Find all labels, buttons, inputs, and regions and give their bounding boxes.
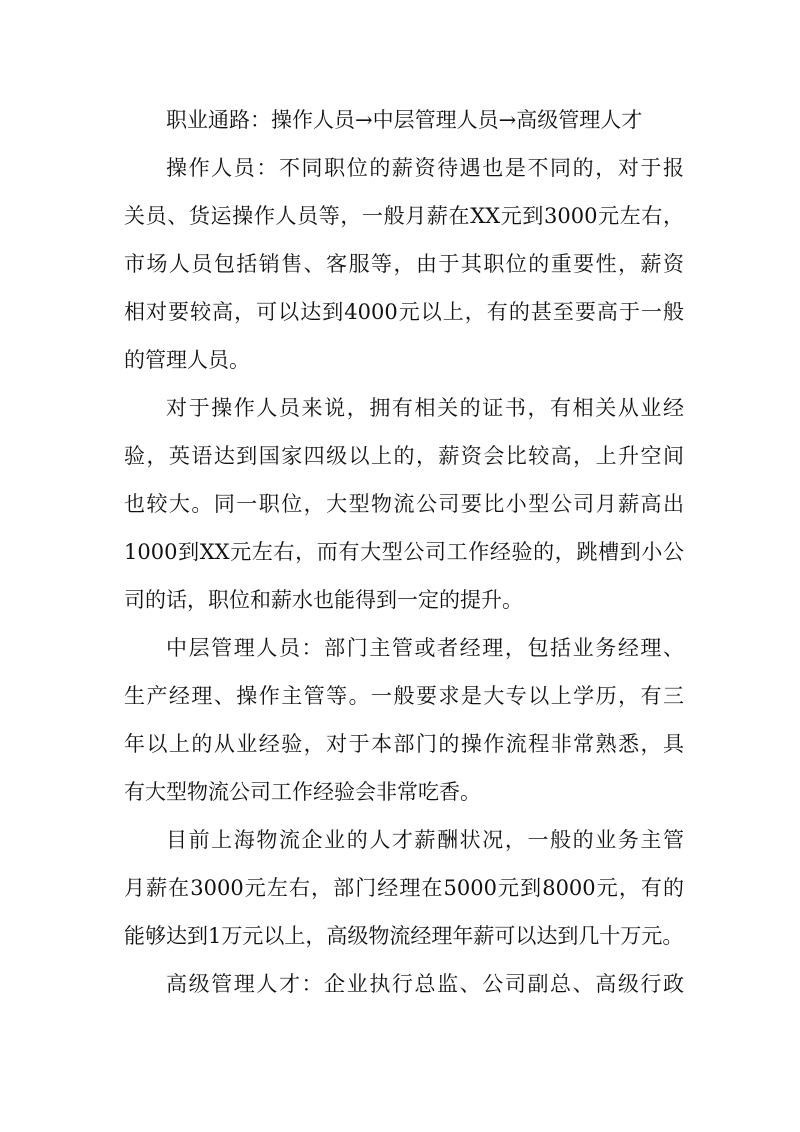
document-body	[124, 96, 684, 1008]
text-line: 验，英语达到国家四级以上的，薪资会比较高，上升空间	[124, 444, 684, 468]
text-line: 目前上海物流企业的人才薪酬状况，一般的业务主管	[166, 828, 684, 852]
text-line: 也较大。同一职位，大型物流公司要比小型公司月薪高出	[124, 492, 684, 516]
text-line: 职业通路：操作人员→中层管理人员→高级管理人才	[166, 108, 643, 132]
text-line: 关员、货运操作人员等，一般月薪在XX元到3000元左右，	[124, 204, 684, 228]
text-line: 高级管理人才：企业执行总监、公司副总、高级行政	[166, 972, 684, 996]
text-line: 相对要较高，可以达到4000元以上，有的甚至要高于一般	[124, 300, 684, 324]
text-line: 操作人员：不同职位的薪资待遇也是不同的，对于报	[166, 156, 684, 180]
text-line: 生产经理、操作主管等。一般要求是大专以上学历，有三	[124, 684, 684, 708]
text-line: 司的话，职位和薪水也能得到一定的提升。	[124, 588, 523, 612]
text-line: 1000到XX元左右，而有大型公司工作经验的，跳槽到小公	[124, 540, 684, 564]
paragraph-shanghai-salaries	[124, 816, 684, 960]
paragraph-operators	[124, 144, 684, 384]
paragraph-middle-management	[124, 624, 684, 816]
text-line: 年以上的从业经验，对于本部门的操作流程非常熟悉，具	[124, 732, 684, 756]
text-line: 月薪在3000元左右，部门经理在5000元到8000元，有的	[124, 876, 684, 900]
text-line: 的管理人员。	[124, 348, 250, 372]
paragraph-career-path	[124, 96, 684, 144]
text-line: 能够达到1万元以上，高级物流经理年薪可以达到几十万元。	[124, 924, 684, 948]
text-line: 市场人员包括销售、客服等，由于其职位的重要性，薪资	[124, 252, 684, 276]
text-line: 对于操作人员来说，拥有相关的证书，有相关从业经	[166, 396, 684, 420]
text-line: 中层管理人员：部门主管或者经理，包括业务经理、	[166, 636, 684, 660]
paragraph-operator-advantages	[124, 384, 684, 624]
text-line: 有大型物流公司工作经验会非常吃香。	[124, 780, 481, 804]
paragraph-senior-management	[124, 960, 684, 1008]
